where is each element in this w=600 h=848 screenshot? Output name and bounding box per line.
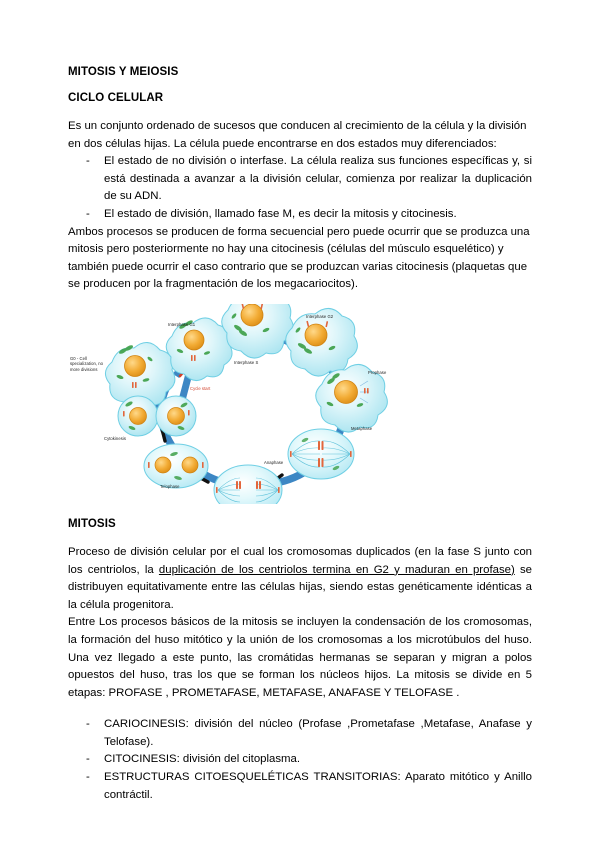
mitosis-p1-part-a: Proceso de división celular por el cual los cromosomas duplicados (en la fase S junto con los centriolos, la [68, 545, 532, 576]
list-item [68, 751, 532, 769]
cell-cycle-svg [68, 304, 532, 504]
diagram-label-anaphase: Anaphase [264, 459, 284, 465]
diagram-label-interphase-g1: Interphase G1 [168, 321, 196, 327]
cell-anaphase [214, 465, 282, 504]
dash-bullet: - [86, 207, 90, 220]
mitosis-paragraph-2: Entre Los procesos básicos de la mitosis se incluyen la condensación de los cromosomas, la formación del huso mitótico y la unión de los cromosomas a los microtúbulos del huso. Una vez llegado a este punto, las cromátidas hermanas se separan y migran a polos opuestos del huso, tras los que se forman los núcleos hijos. La mitosis se divide en 5 etapas: PROFASE , PROMETAFASE, METAFASE, ANAFASE Y TELOFASE . [68, 616, 532, 699]
list-item-text: CITOCINESIS: división del citoplasma. [104, 753, 301, 766]
list-item-text: CARIOCINESIS: división del núcleo (Profase ,Prometafase ,Metafase, Anafase y Telofase). [104, 718, 532, 748]
list-item-text: El estado de no división o interfase. La célula realiza sus funciones específicas y, si está destinada a avanzar a la división celular, comienza por realizar la duplicación de su ADN. [104, 155, 532, 203]
mitosis-p1-underlined: duplicación de los centriolos termina en G2 y maduran en profase) [158, 563, 515, 576]
section-heading-ciclo-celular: CICLO CELULAR [68, 92, 164, 104]
list-item-text: ESTRUCTURAS CITOESQUELÉTICAS TRANSITORIAS: Aparato mitótico y Anillo contráctil. [104, 771, 532, 801]
diagram-label-metaphase: Metaphase [351, 425, 373, 431]
cell-cycle-figure [68, 304, 532, 504]
list-item [68, 769, 532, 804]
dash-bullet: - [86, 753, 90, 766]
mitosis-p1-part-b: se distribuyen equitativamente entre las células hijas, siendo estas genéticamente idénticas a la célula progenitora. [68, 563, 532, 611]
page-title: MITOSIS Y MEIOSIS [68, 66, 179, 78]
mitosis-paragraph-1 [68, 544, 532, 614]
list-item [68, 206, 532, 224]
list-item [68, 716, 532, 751]
cell-states-list [68, 153, 532, 223]
diagram-label-cytokinesis: Cytokinesis [104, 435, 126, 441]
diagram-label-interphase-g2: Interphase G2 [306, 313, 334, 319]
list-item [68, 153, 532, 206]
document-content [68, 66, 532, 804]
section-heading-mitosis: MITOSIS [68, 517, 116, 530]
diagram-label-interphase-s: Interphase S [234, 359, 259, 365]
intro-paragraph: Es un conjunto ordenado de sucesos que conducen al crecimiento de la célula y la división en dos células hijas. La célula puede encontrarse en dos estados muy diferenciados: [68, 120, 527, 150]
cell-interphase-s [222, 304, 294, 358]
after-states-paragraph: Ambos procesos se producen de forma secuencial pero puede ocurrir que se produzca una mitosis pero posteriormente no hay una citocinesis (células del músculo esquelético) y también puede ocurrir el caso contrario que se produzcan varias citocinesis (plaquetas que se producen por la fragmentación de los megacariocitos). [68, 225, 530, 291]
diagram-label-g0: G0 - Cell specialization, no more divisions [70, 355, 104, 372]
dash-bullet: - [86, 155, 90, 168]
diagram-label-telophase: Telophase [160, 483, 180, 489]
mitosis-terms-list [68, 716, 532, 804]
cell-cycle-diagram [68, 304, 532, 504]
cell-telophase [144, 444, 208, 488]
cell-metaphase [288, 429, 354, 479]
list-item-text: El estado de división, llamado fase M, es decir la mitosis y citocinesis. [104, 207, 457, 220]
dash-bullet: - [86, 718, 90, 731]
diagram-label-prophase: Prophase [368, 369, 387, 375]
diagram-label-cycle-start: Cycle start [190, 385, 211, 391]
dash-bullet: - [86, 771, 90, 784]
